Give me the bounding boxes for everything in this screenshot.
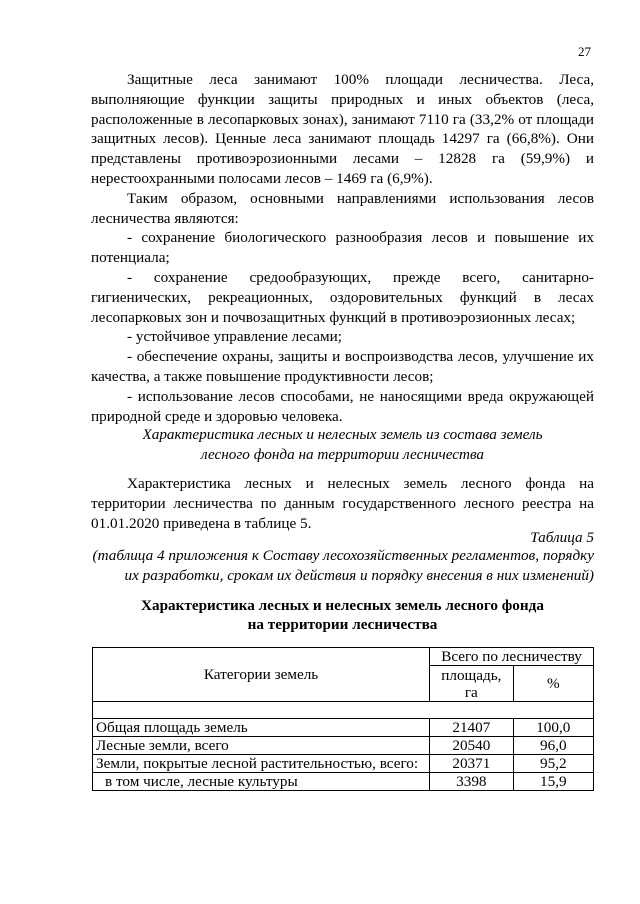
table-note	[91, 546, 594, 586]
row-pct: 100,0	[513, 719, 593, 737]
row-area: 3398	[430, 773, 514, 791]
list-item: - устойчивое управление лесами;	[127, 328, 342, 346]
list-item: - сохранение средообразующих, прежде всего, санитарно-гигиенических, рекреационных, оздоровительных функций в лесах лесопарковых зон и почвозащитных функций в противоэрозионных лесах;	[91, 268, 594, 326]
row-area: 20540	[430, 737, 514, 755]
table-title-line: на территории лесничества	[247, 616, 438, 633]
table-note-line: (таблица 4 приложения к Составу лесохозяйственных регламентов, порядку	[92, 547, 594, 564]
row-category: Земли, покрытые лесной растительностью, всего:	[93, 755, 430, 773]
spacer-row	[93, 702, 594, 719]
row-area: 20371	[430, 755, 514, 773]
table-row	[93, 719, 594, 737]
list-item: - обеспечение охраны, защиты и воспроизводства лесов, улучшение их качества, а также повышение продуктивности лесов;	[91, 348, 594, 385]
row-pct: 96,0	[513, 737, 593, 755]
row-pct: 15,9	[513, 773, 593, 791]
table-title	[91, 596, 594, 634]
section-title-line: Характеристика лесных и нелесных земель из состава земель	[142, 426, 543, 443]
table-row	[93, 737, 594, 755]
table-reference: Таблица 5	[530, 529, 594, 546]
list-item: - использование лесов способами, не наносящими вреда окружающей природной среде и здоровью человека.	[91, 387, 594, 425]
row-area: 21407	[430, 719, 514, 737]
header-pct: %	[513, 666, 593, 702]
row-category: в том числе, лесные культуры	[93, 773, 430, 791]
table-row	[93, 755, 594, 773]
row-category: Общая площадь земель	[93, 719, 430, 737]
section-title	[91, 425, 594, 464]
body-text	[91, 70, 594, 426]
list-item: - сохранение биологического разнообразия лесов и повышение их потенциала;	[91, 229, 594, 267]
table-title-line: Характеристика лесных и нелесных земель лесного фонда	[141, 597, 544, 614]
header-total: Всего по лесничеству	[430, 648, 594, 666]
header-area: площадь, га	[430, 666, 514, 702]
paragraph: Таким образом, основными направлениями использования лесов лесничества являются:	[91, 189, 594, 227]
page-number: 27	[578, 44, 591, 59]
land-table	[92, 647, 594, 791]
table-note-line: их разработки, срокам их действия и порядку внесения в них изменений)	[124, 566, 594, 584]
paragraph: Защитные леса занимают 100% площади лесничества. Леса, выполняющие функции защиты природных и иных объектов (леса, расположенные в лесопарковых зонах), занимают 7110 га (33,2% от площади защитных лесов). Ценные леса занимают площадь 14297 га (66,8%). Они представлены противоэрозионными лесами – 12828 га (59,9%) и нерестоохранными полосами лесов – 1469 га (6,9%).	[91, 71, 594, 187]
section-title-line: лесного фонда на территории лесничества	[200, 445, 485, 463]
intro-paragraph: Характеристика лесных и нелесных земель лесного фонда на территории лесничества по данным государственного лесного реестра на 01.01.2020 приведена в таблице 5.	[91, 475, 594, 532]
table-row	[93, 773, 594, 791]
header-category: Категории земель	[93, 648, 430, 702]
row-category: Лесные земли, всего	[93, 737, 430, 755]
row-pct: 95,2	[513, 755, 593, 773]
